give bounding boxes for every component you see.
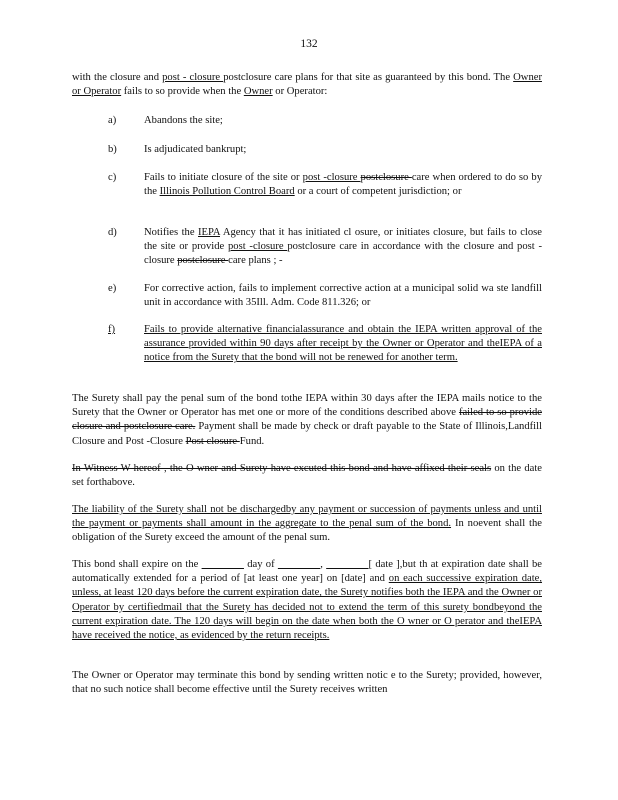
text-run: postclosure	[223, 72, 272, 83]
surety-payment-paragraph	[72, 392, 542, 449]
text-run: fails to so provide when the	[121, 86, 244, 98]
text-run: [ date ],but th at expiration date shall be automatically extended for a period of [at least one year] on [date] and	[72, 559, 542, 585]
inserted-text: Illinois Pollution Control Board	[159, 186, 295, 198]
text-run: Notifies the	[144, 227, 198, 238]
item-text: Is adjudicated bankrupt;	[144, 144, 247, 155]
deleted-text: postclosure	[360, 172, 412, 183]
text-run: day of	[243, 559, 278, 570]
year-blank[interactable]	[326, 559, 368, 570]
item-text: Abandons the site;	[144, 115, 223, 126]
deleted-text: failed to so provide closure and postclosure care.	[72, 407, 542, 433]
text-run: The Surety shall pay the penal sum of the bond tothe IEPA within 30 days after the IEPA mails notice to the Surety that the Owner or Operator has met one or more of the conditions described above	[72, 393, 542, 419]
item-label: d)	[108, 227, 117, 238]
month-blank[interactable]	[278, 559, 320, 570]
termination-paragraph: The Owner or Operator may terminate this bond by sending written notic e to the Surety; provided, however, that no such notice shall become effective until the Surety receives written	[72, 670, 542, 696]
text-run: This bond shall expire on the	[72, 559, 202, 570]
text-run: that it has initiated cl osure, or initiates closure, but fails to close the site or provide	[144, 227, 543, 253]
text-run: with the closure and	[72, 72, 163, 83]
text-run: care plans for that site as guaranteed by this bond. The	[271, 72, 514, 83]
item-label: b)	[108, 144, 117, 155]
expiration-paragraph	[72, 558, 542, 643]
deleted-text: In Witness W hereof , the O wner and Surety have excuted this bond and have affixed their seals	[72, 463, 492, 474]
item-text	[144, 226, 542, 269]
item-label: a)	[108, 115, 117, 126]
text-run: Payment shall be made by check or draft payable to the State of Illinois,Landfill Closure and Post -Closure	[72, 421, 542, 447]
text-run: care plans ; -	[228, 255, 283, 267]
deleted-text: Post closure	[185, 435, 240, 447]
day-blank[interactable]	[202, 559, 244, 570]
item-label: c)	[108, 172, 117, 183]
text-run: postclosure care in accordance with the closure and post - closure	[144, 241, 543, 267]
deleted-text: postclosure	[177, 255, 229, 267]
item-text: Fails to provide alternative financialassurance and obtain the IEPA written approval of the assurance provided within 90 days after receipt by the Owner or Operator and theIEPA of a notice from the Surety that the bond will not be renewed for another term.	[144, 324, 542, 364]
inserted-text: on each successive expiration date, unless, at least 120 days before the current expiration date, the Surety notifies both the IEPA and the Owner or Operator by certifiedmail that the Surety has decided not to extend the term of this surety bondbeyond the current expiration date. The 120 days will begin on the date when both the O wner or O perator and theIEPA have received the notice, as evidenced by the return receipts.	[72, 573, 543, 642]
witness-paragraph	[72, 462, 542, 490]
text-run: Fails to initiate closure of the site or	[144, 172, 303, 183]
inserted-text: The liability of the Surety shall not be dischargedby any payment or succession of payments unless and until the payment or payments shall amount in the aggregate to the penal sum of the bond.	[72, 504, 542, 530]
text-run: or Operator:	[272, 86, 328, 98]
item-text: For corrective action, fails to implement corrective action at a municipal solid wa ste landfill unit in accordance with 35Ill. Adm. Code 811.326; or	[144, 283, 542, 309]
item-text	[144, 171, 542, 199]
text-run: Fund.	[239, 435, 265, 447]
item-label: f)	[108, 324, 116, 335]
page-number: 132	[300, 38, 318, 50]
inserted-text: post - closure	[162, 72, 224, 83]
text-run: Agency	[219, 227, 256, 238]
text-run: ,	[320, 559, 327, 570]
inserted-text: post -closure	[227, 241, 288, 253]
item-label: e)	[108, 283, 117, 294]
inserted-text: Owner or Operator	[72, 72, 542, 98]
text-run: or a court of competent jurisdiction; or	[294, 186, 462, 198]
intro-paragraph	[72, 71, 542, 99]
text-run: In noevent shall the obligation of the Surety exceed the amount of the penal sum.	[72, 518, 542, 544]
inserted-text: post -closure	[302, 172, 361, 183]
inserted-text: Owner	[243, 86, 273, 98]
text-run: care when ordered to do so by the	[144, 172, 542, 198]
text-run: on the date set forthabove.	[72, 463, 542, 489]
liability-paragraph	[72, 503, 542, 546]
inserted-text: IEPA	[198, 227, 220, 238]
